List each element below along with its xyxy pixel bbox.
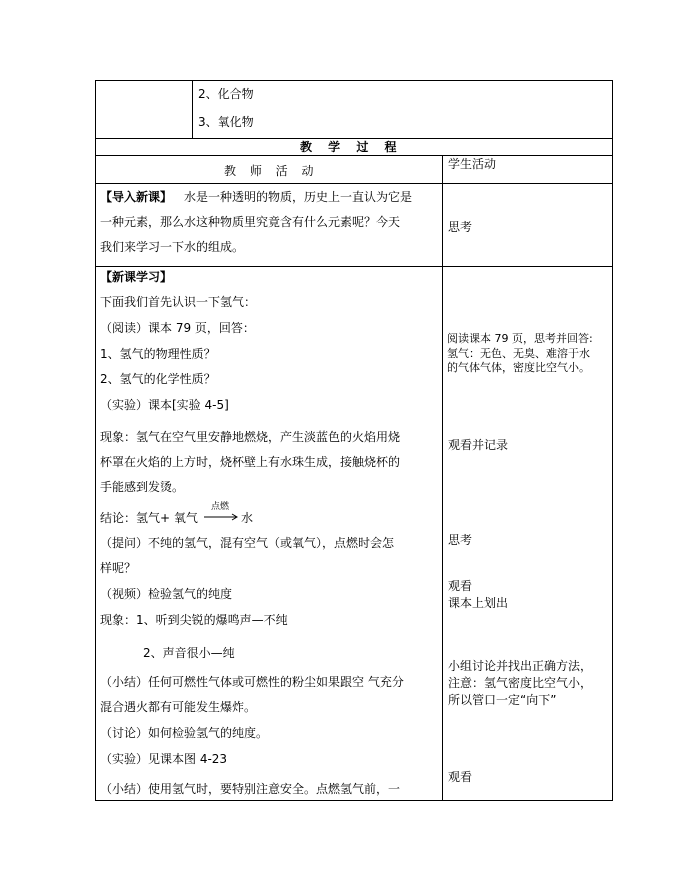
new-lesson-tag: 【新课学习】 (100, 270, 173, 284)
student-note-group: 小组讨论并找出正确方法， (448, 659, 593, 673)
conclusion-condition: 点燃 (211, 502, 230, 512)
student-note-read: 的气体气体，密度比空气小。 (447, 361, 590, 374)
conclusion-prefix: 结论：氢气+ 氧气 (100, 511, 198, 525)
student-note-think: 思考 (448, 533, 473, 547)
column-divider (442, 155, 443, 801)
left-border (95, 80, 96, 801)
top-item-oxide: 3、氧化物 (198, 115, 254, 129)
intro-text-line2: 一种元素，那么水这种物质里究竟含有什么元素呢？今天 (100, 215, 401, 229)
student-note-group: 注意：氢气密度比空气小， (448, 676, 593, 690)
student-note-watch: 观看 (448, 579, 473, 593)
student-note-read: 阅读课本 79 页，思考并回答: (447, 332, 593, 345)
process-header: 教 学 过 程 (300, 140, 403, 154)
top-item-compound: 2、化合物 (198, 87, 254, 101)
top-border (95, 80, 613, 81)
intro-student-think: 思考 (448, 220, 473, 234)
lesson-line: （小结）任何可燃性气体或可燃性的粉尘如果跟空 气充分 (100, 675, 404, 689)
student-note-observe-record: 观看并记录 (448, 438, 509, 452)
lesson-line: （阅读）课本 79 页，回答： (100, 321, 255, 335)
intro-text-line1: 水是一种透明的物质，历史上一直认为它是 (184, 190, 413, 204)
lesson-line: （提问）不纯的氢气，混有空气（或氧气），点燃时会怎 (100, 536, 395, 550)
lesson-line: （实验）见课本图 4-23 (100, 752, 228, 766)
table-bottom-border (95, 800, 613, 801)
student-note-read: 氢气：无色、无臭、难溶于水 (447, 347, 590, 360)
lesson-line: 现象：氢气在空气里安静地燃烧，产生淡蓝色的火焰用烧 (100, 430, 401, 444)
lesson-line: （实验）课本[实验 4-5] (100, 398, 229, 412)
student-note-watch2: 观看 (448, 770, 473, 784)
lesson-line: 1、氢气的物理性质？ (100, 347, 216, 361)
intro-row-bottom-border (95, 266, 613, 267)
student-activity-header: 学生活动 (448, 157, 497, 171)
reaction-arrow-icon (204, 513, 240, 521)
lesson-line: 2、氢气的化学性质？ (100, 372, 216, 386)
lesson-line: （讨论）如何检验氢气的纯度。 (100, 726, 269, 740)
lesson-line: 手能感到发烫。 (100, 480, 185, 494)
lesson-line: （视频）检验氢气的纯度 (100, 587, 233, 601)
lesson-line: 现象：1、听到尖锐的爆鸣声—不纯 (100, 613, 288, 627)
lesson-line: 样呢？ (100, 561, 137, 575)
lesson-line: 下面我们首先认识一下氢气： (100, 295, 257, 309)
process-header-bottom-border (95, 155, 613, 156)
conclusion-product: 水 (241, 511, 254, 525)
teacher-activity-header: 教 师 活 动 (224, 164, 319, 178)
lesson-line: 混合遇火都有可能发生爆炸。 (100, 700, 257, 714)
column-header-bottom-border (95, 183, 613, 184)
top-section-divider (192, 80, 193, 138)
intro-text-line3: 我们来学习一下水的组成。 (100, 240, 245, 254)
student-note-watch: 课本上划出 (448, 596, 509, 610)
student-note-group: 所以管口一定“向下” (448, 693, 557, 707)
lesson-line: （小结）使用氢气时，要特别注意安全。点燃氢气前，一 (100, 782, 401, 796)
intro-tag: 【导入新课】 (100, 190, 173, 204)
right-border (612, 80, 613, 801)
lesson-line: 杯罩在火焰的上方时，烧杯壁上有水珠生成，接触烧杯的 (100, 455, 401, 469)
lesson-line: 2、声音很小—纯 (143, 646, 235, 660)
